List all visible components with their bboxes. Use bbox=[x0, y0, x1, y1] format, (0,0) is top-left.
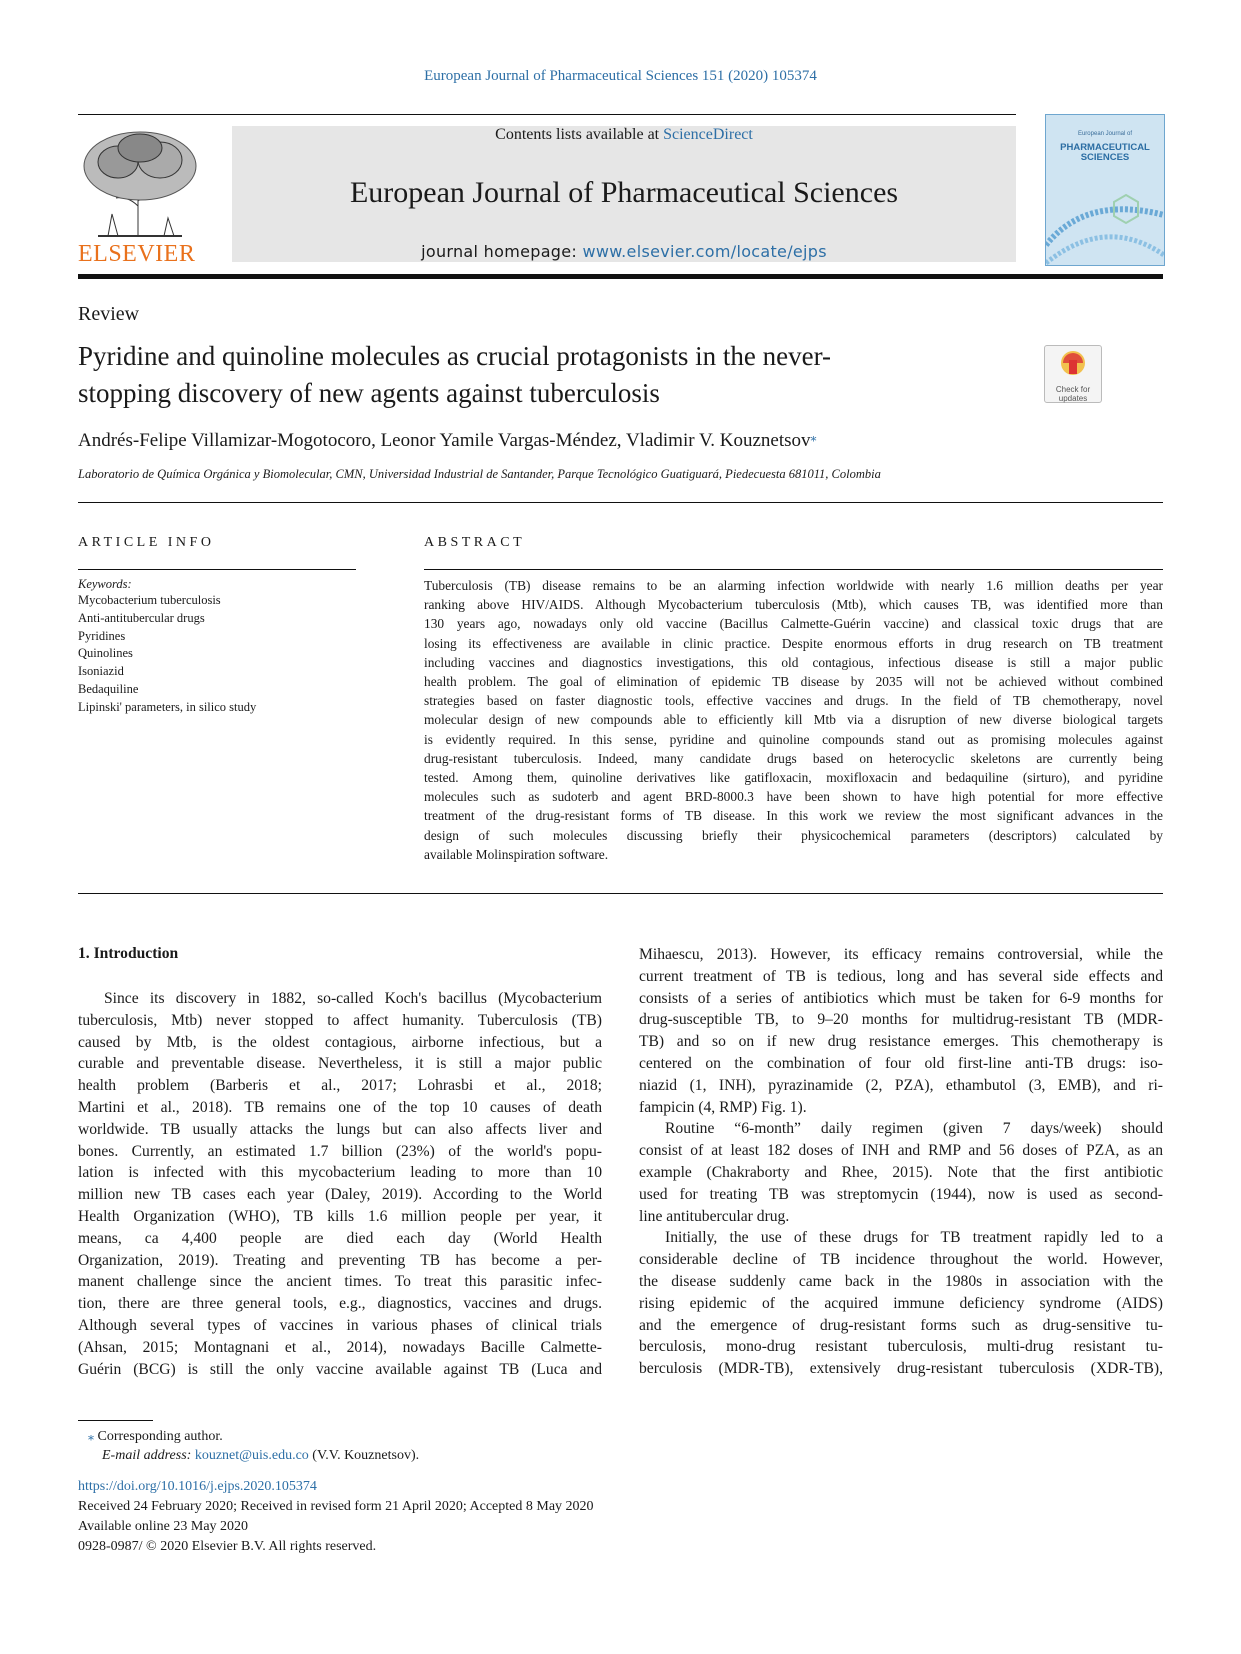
intro-line: drug-susceptible TB, to 9–20 months for multidrug-resistant TB (MDR- bbox=[639, 1011, 1163, 1029]
copyright: 0928-0987/ © 2020 Elsevier B.V. All rights reserved. bbox=[78, 1539, 377, 1554]
abstract-line: design of such molecules discussing briefly their physicochemical parameters (descriptors) calculated by bbox=[424, 827, 1163, 843]
abstract-line: drug-resistant tuberculosis. Indeed, many candidate drugs based on heterocyclic skeletons are currently being bbox=[424, 750, 1163, 766]
keyword-item: Lipinski' parameters, in silico study bbox=[78, 699, 257, 714]
abstract-line: molecular design of new compounds able to efficiently kill Mtb via a disruption of new diverse biological targets bbox=[424, 712, 1163, 728]
check-for-updates-button[interactable] bbox=[1044, 345, 1102, 403]
intro-line: used for treating TB was streptomycin (1944), now is used as second- bbox=[639, 1185, 1163, 1203]
cover-small-title: European Journal of bbox=[1077, 131, 1133, 137]
title-line-2: stopping discovery of new agents against tuberculosis bbox=[78, 378, 660, 408]
intro-line: Initially, the use of these drugs for TB treatment rapidly led to a bbox=[665, 1229, 1163, 1247]
intro-left-column bbox=[78, 988, 602, 1380]
intro-line: line antitubercular drug. bbox=[639, 1207, 790, 1225]
received-dates: Received 24 February 2020; Received in revised form 21 April 2020; Accepted 8 May 2020 bbox=[78, 1499, 594, 1514]
intro-line: million new TB cases each year (Daley, 2019). According to the World bbox=[78, 1186, 602, 1204]
title-line-1: Pyridine and quinoline molecules as crucial protagonists in the never- bbox=[78, 341, 832, 371]
keywords-block bbox=[78, 577, 358, 717]
contents-prefix: Contents lists available at bbox=[495, 126, 664, 143]
journal-cover[interactable] bbox=[1045, 114, 1165, 266]
journal-title: European Journal of Pharmaceutical Sciences bbox=[349, 176, 899, 209]
elsevier-tree-icon bbox=[78, 126, 204, 238]
elsevier-wordmark: ELSEVIER bbox=[78, 241, 196, 267]
abstract-line: tested. Among them, quinoline derivatives like gatifloxacin, moxifloxacin and bedaquiline (sirturo), and pyridine bbox=[424, 770, 1163, 786]
author-list: Andrés-Felipe Villamizar-Mogotocoro, Leonor Yamile Vargas-Méndez, Vladimir V. Kouznetsov bbox=[78, 430, 811, 451]
homepage-link[interactable]: www.elsevier.com/locate/ejps bbox=[582, 242, 827, 261]
intro-line: Although several types of vaccines in various phases of clinical trials bbox=[78, 1316, 602, 1334]
intro-line: caused by Mtb, is the oldest contagious, airborne infectious, but a bbox=[78, 1033, 602, 1051]
doi-link[interactable] bbox=[78, 1477, 317, 1496]
keyword-item: Quinolines bbox=[78, 646, 133, 661]
cover-title-line1: PHARMACEUTICAL bbox=[1060, 142, 1150, 153]
keyword-item: Isoniazid bbox=[78, 664, 124, 679]
intro-line: Health Organization (WHO), TB kills 1.6 million people per year, it bbox=[78, 1207, 602, 1225]
intro-line: means, ca 4,400 people are died each day (World Health bbox=[78, 1229, 602, 1247]
intro-line: Martini et al., 2018). TB remains one of the top 10 causes of death bbox=[78, 1098, 602, 1116]
cover-molecule-icon bbox=[1046, 175, 1164, 265]
intro-line: considerable decline of TB incidence throughout the world. However, bbox=[639, 1251, 1163, 1269]
intro-line: berculosis, mono-drug resistant tuberculosis, multi-drug resistant tu- bbox=[639, 1338, 1163, 1356]
abstract-line: ranking above HIV/AIDS. Although Mycobacterium tuberculosis (Mtb), which causes TB, was identified more than bbox=[424, 597, 1163, 613]
intro-line: and the emergence of drug-resistant forms such as drug-sensitive tu- bbox=[639, 1316, 1163, 1334]
intro-line: the disease suddenly came back in the 1980s in association with the bbox=[639, 1272, 1163, 1290]
email-link[interactable]: kouznet@uis.edu.co bbox=[194, 1448, 309, 1463]
affiliation-rule bbox=[78, 502, 1163, 503]
homepage-prefix: journal homepage: bbox=[421, 242, 583, 261]
corresponding-note bbox=[88, 1427, 223, 1446]
intro-line: Guérin (BCG) is still the only vaccine available against TB (Luca and bbox=[78, 1360, 602, 1378]
keywords-label: Keywords: bbox=[78, 577, 132, 591]
keyword-item: Anti-antitubercular drugs bbox=[78, 610, 205, 625]
intro-line: fampicin (4, RMP) Fig. 1). bbox=[639, 1098, 807, 1116]
footnote-mark: ⁎ bbox=[88, 1429, 94, 1443]
intro-line: centered on the combination of four old first-line anti-TB drugs: iso- bbox=[639, 1054, 1163, 1072]
abstract-line: treatment of the drug-resistant forms of TB disease. In this work we review the most significant advances in the bbox=[424, 808, 1163, 824]
abstract-line: available Molinspiration software. bbox=[424, 846, 609, 862]
keyword-item: Bedaquiline bbox=[78, 681, 139, 696]
header-rule bbox=[78, 114, 1016, 115]
abstract-bottom-rule bbox=[78, 893, 1163, 894]
check-updates-line2: updates bbox=[1058, 394, 1088, 403]
intro-line: current treatment of TB is tedious, long and has several side effects and bbox=[639, 967, 1163, 985]
intro-line: curable and preventable disease. Nevertheless, it is still a major public bbox=[78, 1055, 602, 1073]
check-updates-icon bbox=[1045, 346, 1101, 380]
intro-line: bones. Currently, an estimated 1.7 billion (23%) of the world's popu- bbox=[78, 1142, 602, 1160]
elsevier-logo[interactable] bbox=[78, 126, 204, 266]
intro-line: worldwide. TB usually attacks the lungs but can also affects liver and bbox=[78, 1120, 602, 1138]
intro-heading: 1. Introduction bbox=[78, 945, 179, 962]
keywords-list bbox=[78, 592, 358, 717]
available-online: Available online 23 May 2020 bbox=[78, 1519, 249, 1534]
abstract-line: 130 years ago, nowadays only old vaccine (Bacillus Calmette-Guérin vaccine) and classical toxic drugs that are bbox=[424, 616, 1163, 632]
abstract-heading: ABSTRACT bbox=[424, 535, 526, 550]
intro-line: Since its discovery in 1882, so-called Koch's bacillus (Mycobacterium bbox=[104, 990, 602, 1007]
doi-anchor[interactable]: https://doi.org/10.1016/j.ejps.2020.105374 bbox=[78, 1479, 317, 1494]
email-name: (V.V. Kouznetsov). bbox=[308, 1448, 420, 1463]
article-title bbox=[78, 338, 998, 412]
affiliation: Laboratorio de Química Orgánica y Biomolecular, CMN, Universidad Industrial de Santander, Parque Tecnológico Guatiguará, Piedecuesta 681011, Colombia bbox=[78, 467, 881, 481]
email-label: E-mail address: bbox=[102, 1448, 195, 1463]
abstract-line: is evidently required. In this sense, pyridine and quinoline compounds stand out as promising molecules against bbox=[424, 731, 1163, 747]
abstract-line: Tuberculosis (TB) disease remains to be an alarming infection worldwide with nearly 1.6 million deaths per year bbox=[424, 578, 1163, 593]
abstract-text bbox=[424, 576, 1163, 864]
intro-line: manent challenge since the ancient times. To treat this parasitic infec- bbox=[78, 1273, 602, 1291]
corresponding-text: Corresponding author. bbox=[97, 1429, 223, 1444]
check-updates-line1: Check for bbox=[1055, 385, 1091, 394]
journal-banner bbox=[232, 126, 1016, 262]
intro-line: berculosis (MDR-TB), extensively drug-resistant tuberculosis (XDR-TB), bbox=[639, 1360, 1163, 1378]
intro-line: Routine “6-month” daily regimen (given 7 days/week) should bbox=[665, 1120, 1163, 1138]
journal-citation[interactable]: European Journal of Pharmaceutical Sciences 151 (2020) 105374 bbox=[424, 68, 817, 84]
keyword-item: Pyridines bbox=[78, 628, 126, 643]
homepage-line bbox=[232, 242, 1016, 261]
article-info-heading: ARTICLE INFO bbox=[78, 535, 215, 550]
contents-line bbox=[232, 126, 1016, 144]
intro-line: example (Chakraborty and Rhee, 2015). Note that the first antibiotic bbox=[639, 1163, 1163, 1181]
abstract-rule bbox=[424, 569, 1163, 570]
check-updates-label bbox=[1045, 385, 1101, 403]
footnote-rule bbox=[78, 1420, 153, 1421]
keyword-item: Mycobacterium tuberculosis bbox=[78, 593, 221, 607]
abstract-line: including vaccines and diagnostics investigations, this old contagious, infectious disease is still a major public bbox=[424, 654, 1163, 670]
header-thick-rule bbox=[78, 274, 1163, 279]
authors bbox=[78, 430, 817, 452]
intro-line: consists of a series of antibiotics which must be taken for 6-9 months for bbox=[639, 989, 1163, 1007]
article-info-rule bbox=[78, 569, 356, 570]
intro-line: consist of at least 182 doses of INH and RMP and 56 doses of PZA, as an bbox=[639, 1142, 1163, 1160]
intro-line: niazid (1, INH), pyrazinamide (2, PZA), ethambutol (3, EMB), and ri- bbox=[639, 1076, 1163, 1094]
intro-line: tuberculosis, Mtb) never stopped to affect humanity. Tuberculosis (TB) bbox=[78, 1011, 602, 1029]
intro-line: health problem (Barberis et al., 2017; Lohrasbi et al., 2018; bbox=[78, 1077, 602, 1095]
article-type: Review bbox=[78, 303, 140, 325]
intro-line: Organization, 2019). Treating and preventing TB has become a per- bbox=[78, 1251, 602, 1269]
abstract-line: molecules such as sudoterb and agent BRD-8000.3 have been shown to have high potential for more effective bbox=[424, 789, 1163, 805]
intro-right-column bbox=[639, 944, 1163, 1380]
intro-line: Mihaescu, 2013). However, its efficacy remains controversial, while the bbox=[639, 946, 1163, 963]
cover-title-line2: SCIENCES bbox=[1080, 152, 1130, 163]
email-line bbox=[102, 1446, 419, 1465]
intro-line: (Ahsan, 2015; Montagnani et al., 2014), nowadays Bacille Calmette- bbox=[78, 1338, 602, 1356]
intro-line: lation is infected with this mycobacterium leading to more than 10 bbox=[78, 1164, 602, 1182]
abstract-line: strategies based on faster diagnostic tools, effective vaccines and drugs. In the field of TB chemotherapy, novel bbox=[424, 693, 1163, 709]
cover-title bbox=[1046, 143, 1164, 163]
intro-line: TB) and so on if new drug resistance emerges. This chemotherapy is bbox=[639, 1033, 1163, 1051]
abstract-line: health problem. The goal of elimination of epidemic TB disease by 2035 will not be achieved without combined bbox=[424, 674, 1163, 690]
intro-line: rising epidemic of the acquired immune deficiency syndrome (AIDS) bbox=[639, 1294, 1163, 1312]
abstract-line: losing its effectiveness are available in clinic practice. Despite enormous efforts in drug research on TB treatment bbox=[424, 635, 1163, 651]
sciencedirect-link[interactable]: ScienceDirect bbox=[663, 126, 753, 143]
corresponding-mark[interactable]: ⁎ bbox=[810, 430, 817, 444]
intro-line: tion, there are three general tools, e.g., diagnostics, vaccines and drugs. bbox=[78, 1295, 602, 1313]
